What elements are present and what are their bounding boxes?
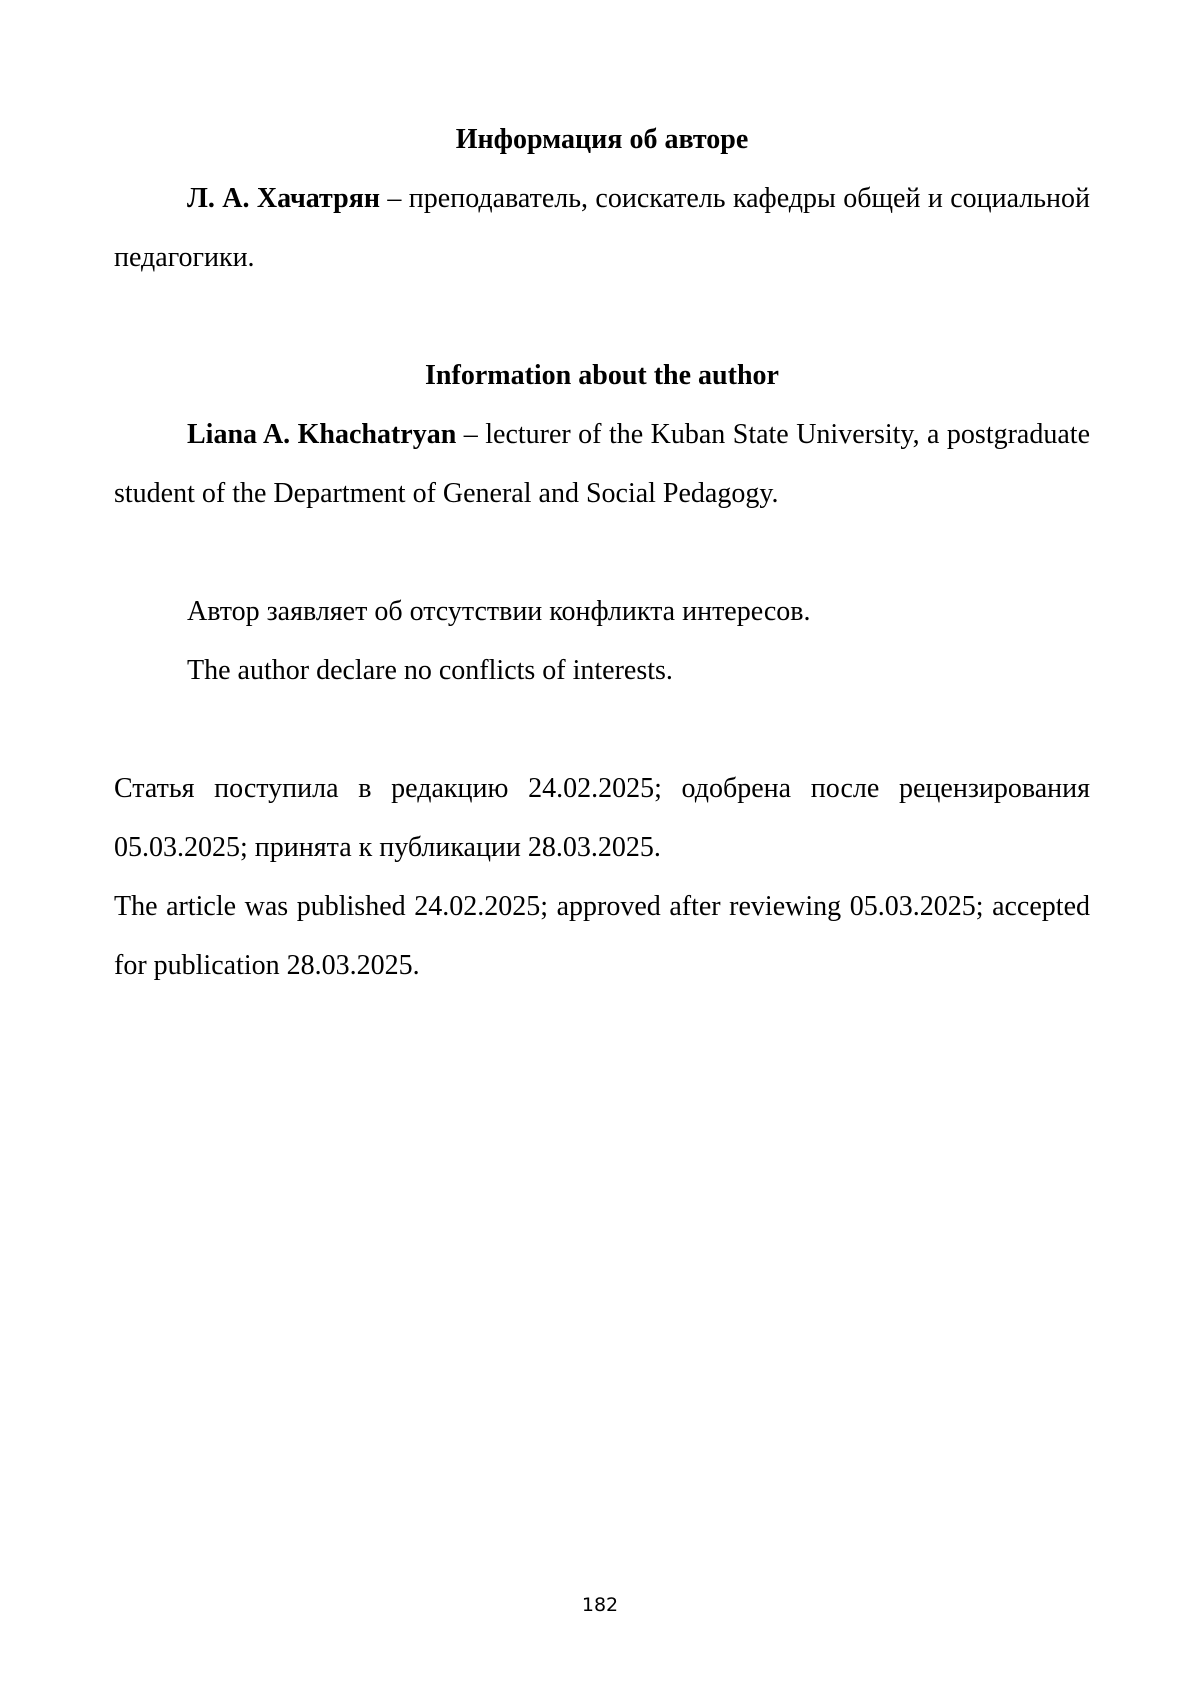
page-number: 182 [581, 1594, 619, 1616]
ru-author-dash: – [380, 183, 409, 214]
en-author-name: Liana A. Khachatryan [187, 419, 457, 450]
ru-author-name: Л. А. Хачатрян [187, 183, 380, 214]
history-section [114, 759, 1090, 995]
en-author-dash: – [456, 419, 486, 450]
conflict-section [114, 582, 1090, 700]
conflict-ru: Автор заявляет об отсутствии конфликта интересов. [187, 596, 811, 627]
ru-author-section [114, 110, 1090, 287]
en-author-paragraph [114, 405, 1090, 523]
en-author-heading: Information about the author [425, 360, 779, 391]
history-ru: Статья поступила в редакцию 24.02.2025; одобрена после рецензирования 05.03.2025; принята к публикации 28.03.2025. [114, 773, 1090, 863]
history-en: The article was published 24.02.2025; approved after reviewing 05.03.2025; accepted for publication 28.03.2025. [114, 891, 1090, 981]
conflict-en: The author declare no conflicts of interests. [187, 655, 673, 686]
ru-author-heading: Информация об авторе [455, 124, 749, 155]
en-author-description: lecturer of the Kuban State University, a postgraduate student of the Department of General and Social Pedagogy. [114, 419, 1090, 509]
ru-author-description: преподаватель, соискатель кафедры общей и социальной педагогики. [114, 183, 1090, 273]
ru-author-paragraph [114, 169, 1090, 287]
en-author-section [114, 346, 1090, 523]
